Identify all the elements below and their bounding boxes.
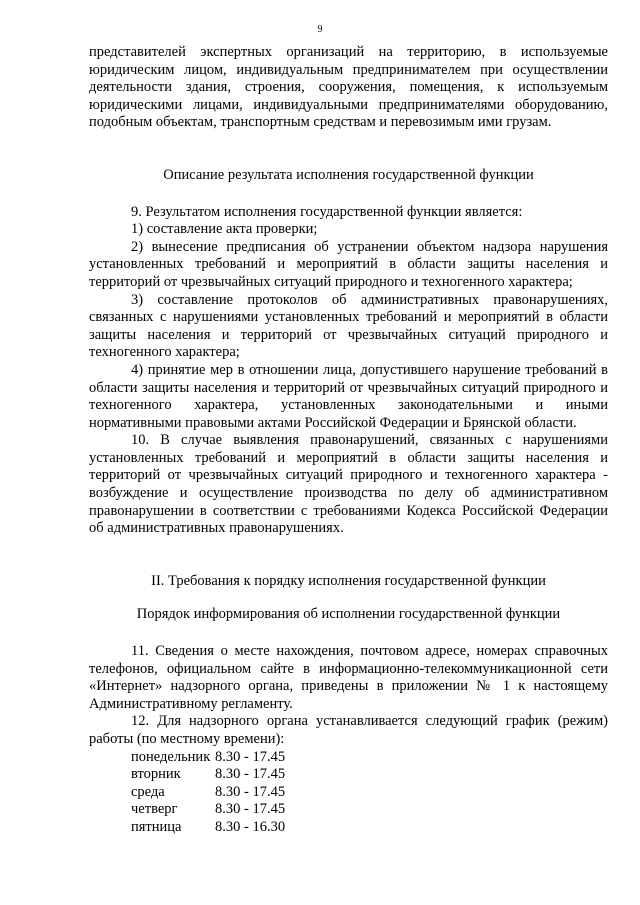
schedule-hours: 8.30 - 17.45 [215, 748, 286, 765]
subsection-heading: Порядок информирования об исполнении государственной функции [136, 606, 561, 623]
schedule-hours: 8.30 - 17.45 [215, 801, 286, 818]
schedule-day: четверг [131, 801, 178, 818]
schedule-row [131, 819, 285, 837]
paragraph-10: 10. В случае выявления правонарушений, связанных с нарушениями установленных требований и мероприятий в области защиты населения и территорий от чрезвычайных ситуаций природного и техногенного характера - возбуждение и осуществление производства по делу об административном правонарушении в соответствии с требованиями Кодекса Российской Федерации об административных правонарушениях. [89, 432, 608, 537]
section-heading: II. Требования к порядку исполнения государственной функции [151, 572, 546, 589]
schedule-row [131, 801, 285, 819]
list-item-1: 1) составление акта проверки; [131, 221, 318, 238]
list-item-3: 3) составление протоколов об административных правонарушениях, связанных с нарушениями установленных требований и мероприятий в области защиты населения и территорий от чрезвычайных ситуаций природного и техногенного характера; [89, 291, 608, 361]
list-item-4: 4) принятие мер в отношении лица, допустившего нарушение требований в области защиты населения и территорий от чрезвычайных ситуаций природного и техногенного характера, установленных законодательными и иными нормативными правовыми актами Российской Федерации и Брянской области. [89, 361, 608, 431]
document-body [89, 44, 608, 837]
list-item-2: 2) вынесение предписания об устранении объектом надзора нарушения установленных требований и мероприятий в области защиты населения и территорий от чрезвычайных ситуаций природного и техногенного характера; [89, 238, 608, 290]
paragraph-12: 12. Для надзорного органа устанавливается следующий график (режим) работы (по местному времени): [89, 713, 608, 747]
schedule-day: вторник [131, 766, 181, 783]
schedule-hours: 8.30 - 17.45 [215, 766, 286, 783]
schedule-hours: 8.30 - 16.30 [215, 818, 286, 835]
result-heading: Описание результата исполнения государственной функции [163, 166, 534, 183]
schedule-row [131, 784, 285, 802]
schedule-day: понедельник [131, 748, 211, 765]
intro-paragraph: представителей экспертных организаций на территорию, в используемые юридическим лицом, индивидуальным предпринимателем при осуществлении деятельности здания, строения, сооружения, помещения, к используемым юридическими лицами, индивидуальными предпринимателями оборудованию, подобным объектам, транспортным средствам и перевозимым ими грузам. [89, 44, 608, 131]
schedule-day: пятница [131, 818, 182, 835]
schedule-day: среда [131, 783, 165, 800]
schedule-row [131, 766, 285, 784]
schedule-row [131, 749, 285, 767]
paragraph-11: 11. Сведения о месте нахождения, почтовом адресе, номерах справочных телефонов, официальном сайте в информационно-телекоммуникационной сети «Интернет» надзорного органа, приведены в приложении № 1 к настоящему Административному регламенту. [89, 643, 608, 712]
paragraph-9: 9. Результатом исполнения государственной функции является: [131, 203, 523, 220]
schedule-hours: 8.30 - 17.45 [215, 783, 286, 800]
page-number: 9 [317, 24, 323, 35]
work-schedule-table [131, 749, 285, 837]
